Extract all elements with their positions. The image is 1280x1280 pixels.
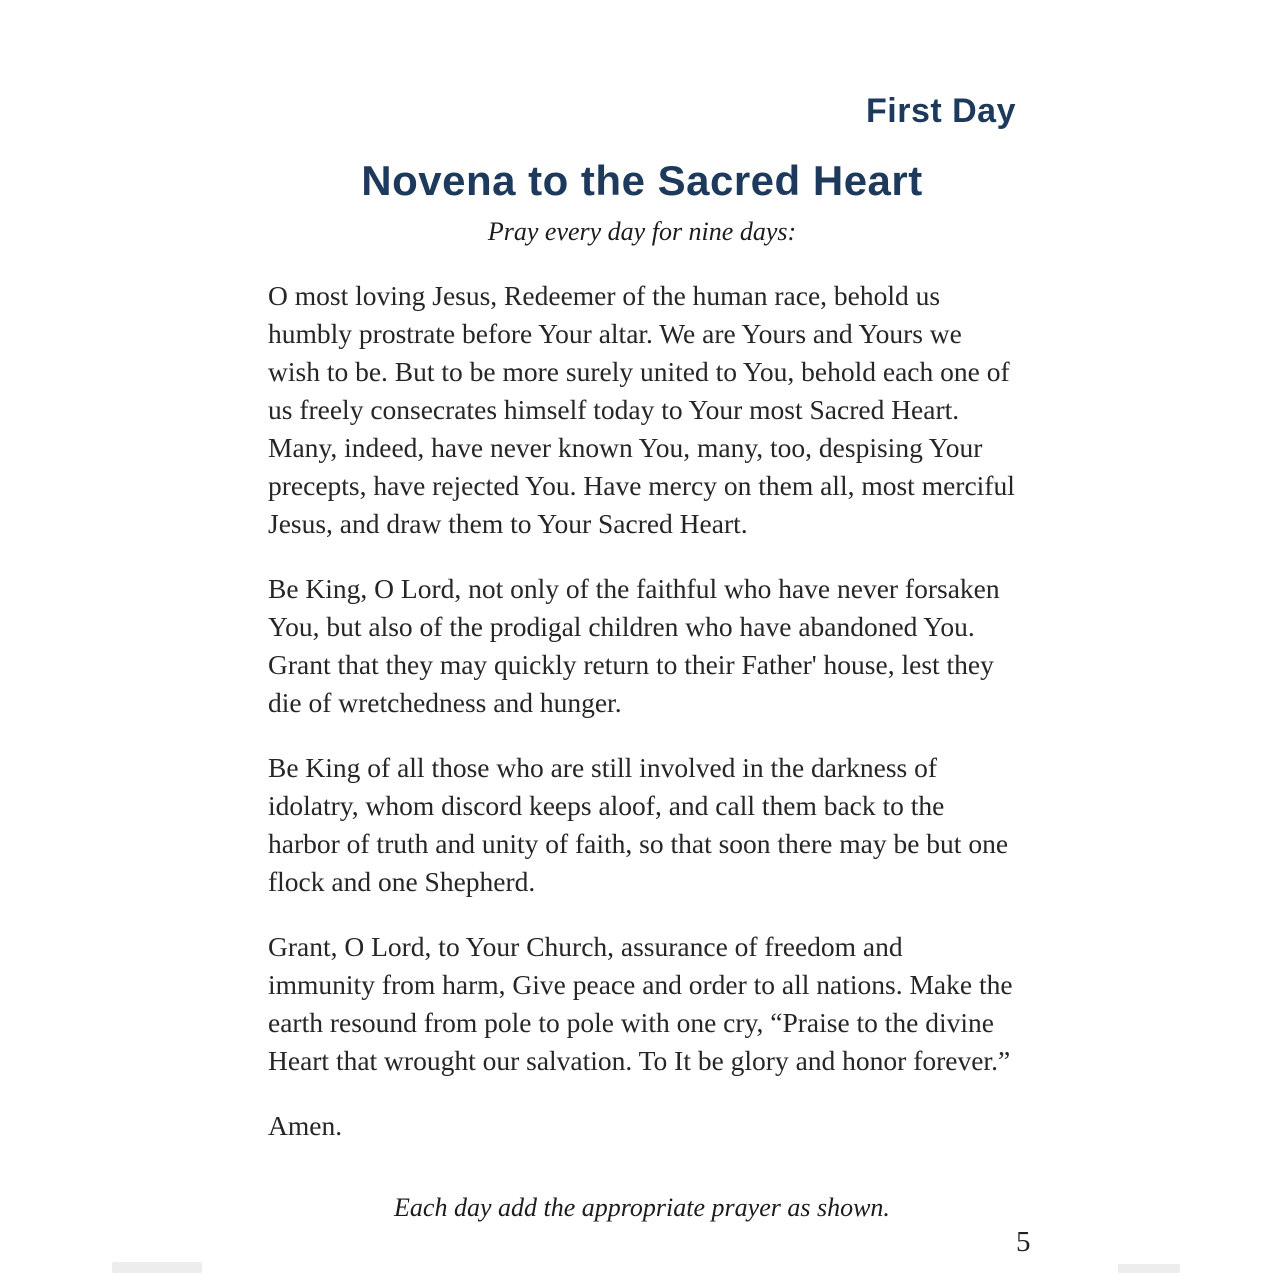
prayer-paragraph: O most loving Jesus, Redeemer of the human race, behold us humbly prostrate before Your altar. We are Yours and Yours we wish to be. But to be more surely united to You, behold each one of us freely consecrates himself today to Your most Sacred Heart. Many, indeed, have never known You, many, too, despising Your precepts, have rejected You. Have mercy on them all, most merciful Jesus, and draw them to Your Sacred Heart. <box>268 280 1015 539</box>
prayer-paragraph: Be King of all those who are still involved in the darkness of idolatry, whom discord keeps aloof, and call them back to the harbor of truth and unity of faith, so that soon there may be but one flock and one Shepherd. <box>268 752 1009 897</box>
page-title: Novena to the Sacred Heart <box>361 157 923 204</box>
prayer-text-block <box>268 277 1016 1145</box>
amen-line: Amen. <box>268 1110 343 1141</box>
page-content <box>268 0 1016 1223</box>
prayer-instruction-subtitle: Pray every day for nine days: <box>487 217 797 246</box>
scan-artifact-bottom-right <box>1118 1264 1180 1273</box>
prayer-paragraph: Grant, O Lord, to Your Church, assurance of freedom and immunity from harm, Give peace and order to all nations. Make the earth resound from pole to pole with one cry, “Praise to the divine Heart that wrought our salvation. To It be glory and honor forever.” <box>268 931 1013 1076</box>
daily-prayer-footnote: Each day add the appropriate prayer as shown. <box>394 1193 890 1222</box>
prayer-paragraph: Be King, O Lord, not only of the faithful who have never forsaken You, but also of the prodigal children who have abandoned You. Grant that they may quickly return to their Father' house, lest they die of wretchedness and hunger. <box>268 573 1000 718</box>
day-header: First Day <box>866 92 1016 130</box>
scan-artifact-bottom-left <box>112 1262 202 1273</box>
page-number: 5 <box>1016 1226 1031 1258</box>
